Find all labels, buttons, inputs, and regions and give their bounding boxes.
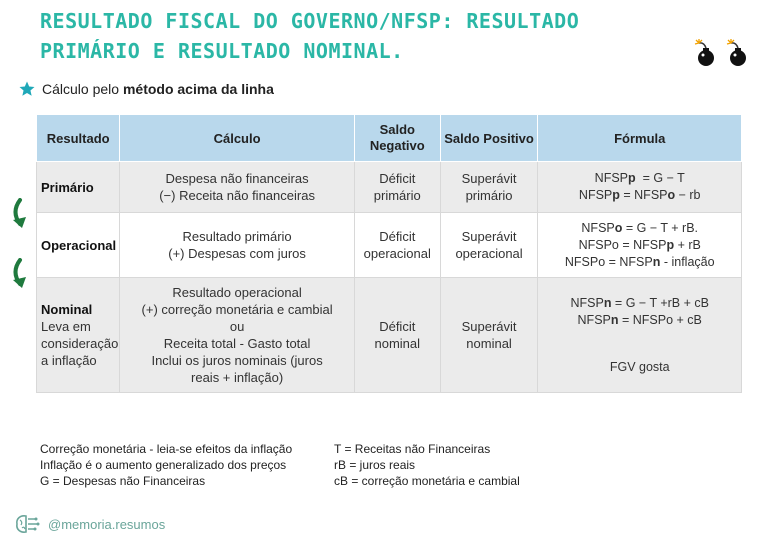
table-row (37, 162, 742, 213)
table-row (37, 278, 742, 393)
curved-arrow-icon (10, 258, 38, 294)
formula-segment: p (666, 237, 675, 252)
header-saldo-positivo: Saldo Positivo (440, 115, 538, 162)
calc-cell (120, 162, 355, 213)
positivo-cell (440, 162, 538, 213)
formula-segment: n (652, 254, 661, 269)
footer (14, 514, 165, 534)
calc-line: ou (229, 319, 245, 334)
calc-line: Receita total - Gasto total (163, 336, 311, 351)
positivo-line: Superávit (461, 319, 517, 334)
formula-line (539, 187, 740, 204)
calc-line: (−) Receita não financeiras (159, 188, 315, 203)
formula-segment: NFSPo = NFSP (564, 254, 653, 269)
brain-icon (14, 514, 40, 534)
header-formula: Fórmula (538, 115, 742, 162)
formula-segment: p (612, 188, 620, 202)
negativo-line: primário (373, 188, 421, 203)
calc-cell (120, 278, 355, 393)
positivo-line: primário (465, 188, 513, 203)
formula-segment: o (614, 220, 623, 235)
resultado-cell (37, 213, 120, 278)
resultado-cell (37, 278, 120, 393)
note-line: Correção monetária - leia-se efeitos da inflação (40, 442, 293, 456)
negativo-cell (354, 278, 440, 393)
subtitle-bold: método acima da linha (122, 81, 274, 97)
calc-line: Resultado primário (182, 229, 292, 244)
formula-line (539, 312, 740, 329)
formula-line (539, 254, 740, 271)
negativo-cell (354, 213, 440, 278)
page-title: RESULTADO FISCAL DO GOVERNO/NFSP: RESULTADO PRIMÁRIO E RESULTADO NOMINAL. (40, 9, 580, 63)
formula-remark: FGV gosta (609, 359, 670, 374)
formula-line (539, 295, 740, 312)
formula-segment: = NFSPo + cB (618, 312, 702, 327)
header-saldo-negativo: Saldo Negativo (354, 115, 440, 162)
negativo-line: Déficit (379, 229, 416, 244)
bomb-icon (727, 39, 746, 66)
calc-line: Despesa não financeiras (165, 171, 309, 186)
formula-segment: n (610, 312, 619, 327)
footer-handle: @memoria.resumos (48, 516, 166, 532)
note-line: G = Despesas não Financeiras (40, 474, 206, 488)
positivo-line: operacional (455, 246, 523, 261)
resultado-name: Nominal (41, 302, 93, 317)
resultado-note: a inflação (41, 353, 97, 368)
negativo-line: nominal (374, 336, 421, 351)
resultado-note: Leva em (41, 319, 91, 334)
positivo-line: Superávit (461, 229, 517, 244)
table-header-row (37, 115, 742, 162)
note-line: cB = correção monetária e cambial (334, 474, 520, 488)
formula-line (539, 237, 740, 254)
curved-arrow-icon (10, 198, 38, 234)
calc-cell (120, 213, 355, 278)
formula-segment: NFSPo = NFSP (578, 237, 667, 252)
formula-segment: − rb (675, 188, 701, 202)
bomb-icon (695, 39, 714, 66)
resultado-name: Operacional (41, 237, 117, 253)
formula-segment: = G − T +rB + cB (611, 295, 709, 310)
formula-segment: = G − T (635, 171, 685, 185)
note-line: Inflação é o aumento generalizado dos preços (40, 458, 287, 472)
fiscal-results-table (36, 114, 742, 393)
star-icon (18, 80, 36, 98)
calc-line: (+) correção monetária e cambial (141, 302, 333, 317)
notes-right (334, 441, 520, 489)
formula-cell (538, 278, 742, 393)
formula-segment: NFSP (577, 312, 611, 327)
positivo-cell (440, 278, 538, 393)
formula-segment: NFSP (594, 171, 629, 185)
formula-segment: NFSP (578, 188, 613, 202)
negativo-line: operacional (363, 246, 431, 261)
formula-segment: - inflação (660, 254, 715, 269)
formula-segment: n (603, 295, 612, 310)
formula-line (539, 220, 740, 237)
negativo-line: Déficit (379, 319, 416, 334)
formula-segment: NFSP (581, 220, 615, 235)
note-line: T = Receitas não Financeiras (334, 442, 491, 456)
notes-left (40, 441, 292, 489)
calc-line: Inclui os juros nominais (juros (151, 353, 323, 368)
calc-line: (+) Despesas com juros (168, 246, 306, 261)
note-line: rB = juros reais (334, 458, 416, 472)
formula-segment: o (667, 188, 676, 202)
bomb-icons (690, 38, 754, 70)
positivo-cell (440, 213, 538, 278)
header-calculo: Cálculo (120, 115, 355, 162)
subtitle-prefix: Cálculo pelo (42, 81, 120, 97)
resultado-note: consideração (41, 336, 119, 351)
negativo-line: Déficit (379, 171, 416, 186)
formula-segment: = NFSP (619, 188, 668, 202)
formula-segment: = G − T + rB. (622, 220, 699, 235)
negativo-cell (354, 162, 440, 213)
formula-segment: p (628, 171, 636, 185)
resultado-cell (37, 162, 120, 213)
formula-segment: NFSP (570, 295, 604, 310)
subtitle-text (42, 81, 274, 97)
positivo-line: nominal (466, 336, 512, 351)
calc-line: reais + inflação) (191, 370, 284, 385)
formula-cell (538, 162, 742, 213)
formula-line (539, 170, 740, 187)
formula-segment: + rB (674, 237, 701, 252)
method-subtitle (18, 80, 274, 98)
calc-line: Resultado operacional (172, 285, 302, 300)
positivo-line: Superávit (461, 171, 517, 186)
formula-cell (538, 213, 742, 278)
header-resultado: Resultado (37, 115, 120, 162)
table-row (37, 213, 742, 278)
resultado-name: Primário (41, 179, 94, 195)
